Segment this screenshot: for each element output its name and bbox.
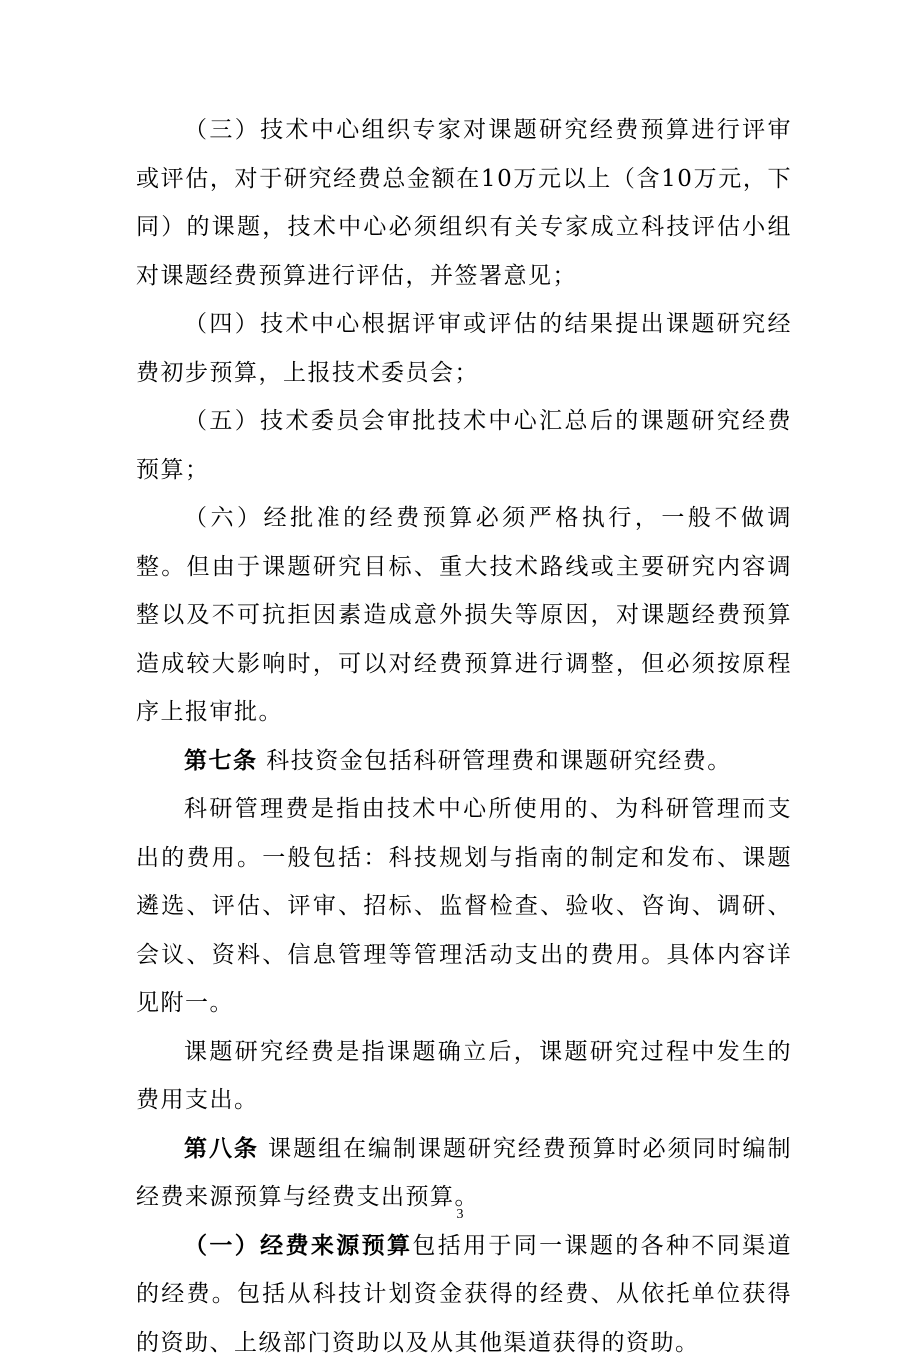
paragraph-text: （三）技术中心组织专家对课题研究经费预算进行评审或评估，对于研究经费总金额在10万元以上（含10万元，下同）的课题，技术中心必须组织有关专家成立科技评估小组对课题经费预算进行评估，并签署意见； [136, 117, 792, 289]
paragraph-text: 课题组在编制课题研究经费预算时必须同时编制经费来源预算与经费支出预算。 [136, 1136, 792, 1211]
page-number: 3 [0, 1206, 920, 1224]
paragraph-3-review [136, 106, 792, 300]
article-heading: 第八条 [184, 1135, 259, 1162]
paragraph-research-fee [136, 1028, 792, 1125]
article-heading: 第七条 [184, 747, 258, 774]
paragraph-management-fee [136, 785, 792, 1028]
paragraph-text: （四）技术中心根据评审或评估的结果提出课题研究经费初步预算，上报技术委员会； [136, 311, 792, 386]
document-body [136, 106, 792, 1367]
paragraph-funding-source [136, 1222, 792, 1367]
section-heading: （一）经费来源预算 [184, 1232, 412, 1259]
paragraph-5-approval [136, 397, 792, 494]
paragraph-text: 科技资金包括科研管理费和课题研究经费。 [258, 748, 732, 774]
paragraph-text: 课题研究经费是指课题确立后，课题研究过程中发生的费用支出。 [136, 1039, 792, 1114]
paragraph-text: 包括用于同一课题的各种不同渠道的经费。包括从科技计划资金获得的经费、从依托单位获得的资助、上级部门资助以及从其他渠道获得的资助。 [136, 1233, 792, 1356]
paragraph-6-adjustment [136, 494, 792, 737]
paragraph-text: （五）技术委员会审批技术中心汇总后的课题研究经费预算； [136, 408, 792, 483]
article-7 [136, 737, 792, 786]
paragraph-4-preliminary-budget [136, 300, 792, 397]
paragraph-text: （六）经批准的经费预算必须严格执行，一般不做调整。但由于课题研究目标、重大技术路线或主要研究内容调整以及不可抗拒因素造成意外损失等原因，对课题经费预算造成较大影响时，可以对经费预算进行调整，但必须按原程序上报审批。 [136, 505, 792, 725]
paragraph-text: 科研管理费是指由技术中心所使用的、为科研管理而支出的费用。一般包括：科技规划与指南的制定和发布、课题遴选、评估、评审、招标、监督检查、验收、咨询、调研、会议、资料、信息管理等管理活动支出的费用。具体内容详见附一。 [136, 796, 792, 1016]
